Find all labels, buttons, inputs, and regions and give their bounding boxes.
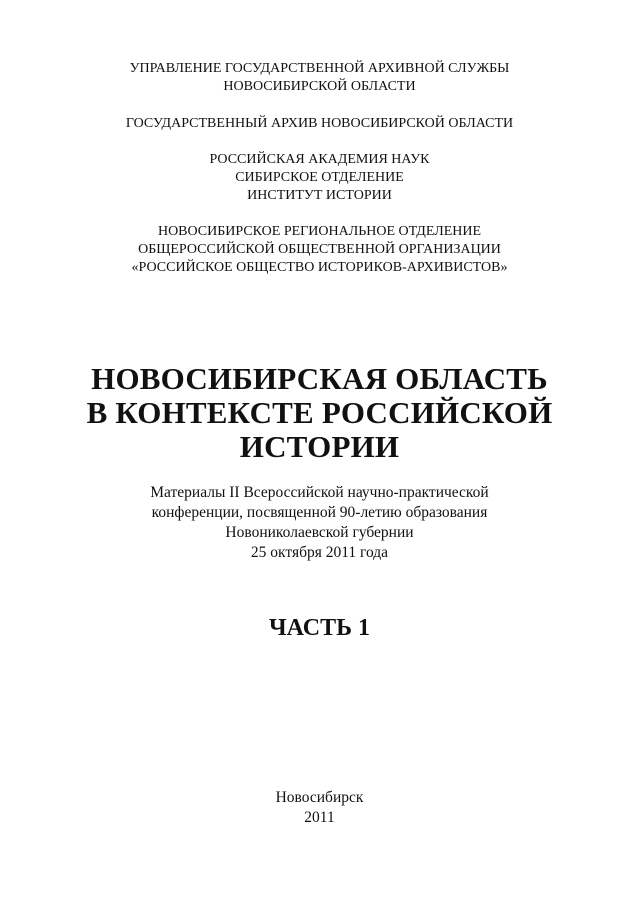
subtitle-line3: Новониколаевской губернии xyxy=(225,524,414,541)
org-academy-line2: СИБИРСКОЕ ОТДЕЛЕНИЕ xyxy=(235,170,404,185)
org-society-line1: НОВОСИБИРСКОЕ РЕГИОНАЛЬНОЕ ОТДЕЛЕНИЕ xyxy=(157,224,482,239)
org-state-archive: ГОСУДАРСТВЕННЫЙ АРХИВ НОВОСИБИРСКОЙ ОБЛАСТИ xyxy=(125,116,514,131)
org-archive-service-line2: НОВОСИБИРСКОЙ ОБЛАСТИ xyxy=(223,79,416,94)
book-title-line2: В КОНТЕКСТЕ РОССИЙСКОЙ xyxy=(86,395,553,430)
book-title-line3: ИСТОРИИ xyxy=(239,429,400,464)
org-society-line2: ОБЩЕРОССИЙСКОЙ ОБЩЕСТВЕННОЙ ОРГАНИЗАЦИИ xyxy=(138,242,501,257)
subtitle-line2: конференции, посвященной 90-летию образования xyxy=(151,504,488,521)
imprint-year: 2011 xyxy=(304,809,335,826)
book-title-line1: НОВОСИБИРСКАЯ ОБЛАСТЬ xyxy=(91,361,548,396)
imprint-city: Новосибирск xyxy=(275,789,364,806)
org-archive-service-line1: УПРАВЛЕНИЕ ГОСУДАРСТВЕННОЙ АРХИВНОЙ СЛУЖБЫ xyxy=(129,61,510,76)
part-number: ЧАСТЬ 1 xyxy=(269,615,370,641)
subtitle-date: 25 октября 2011 года xyxy=(250,544,389,561)
org-society-line3: «РОССИЙСКОЕ ОБЩЕСТВО ИСТОРИКОВ-АРХИВИСТОВ» xyxy=(131,260,508,275)
org-academy-line1: РОССИЙСКАЯ АКАДЕМИЯ НАУК xyxy=(209,152,430,167)
subtitle-line1: Материалы II Всероссийской научно-практической xyxy=(150,484,489,501)
org-academy-line3: ИНСТИТУТ ИСТОРИИ xyxy=(247,188,392,203)
